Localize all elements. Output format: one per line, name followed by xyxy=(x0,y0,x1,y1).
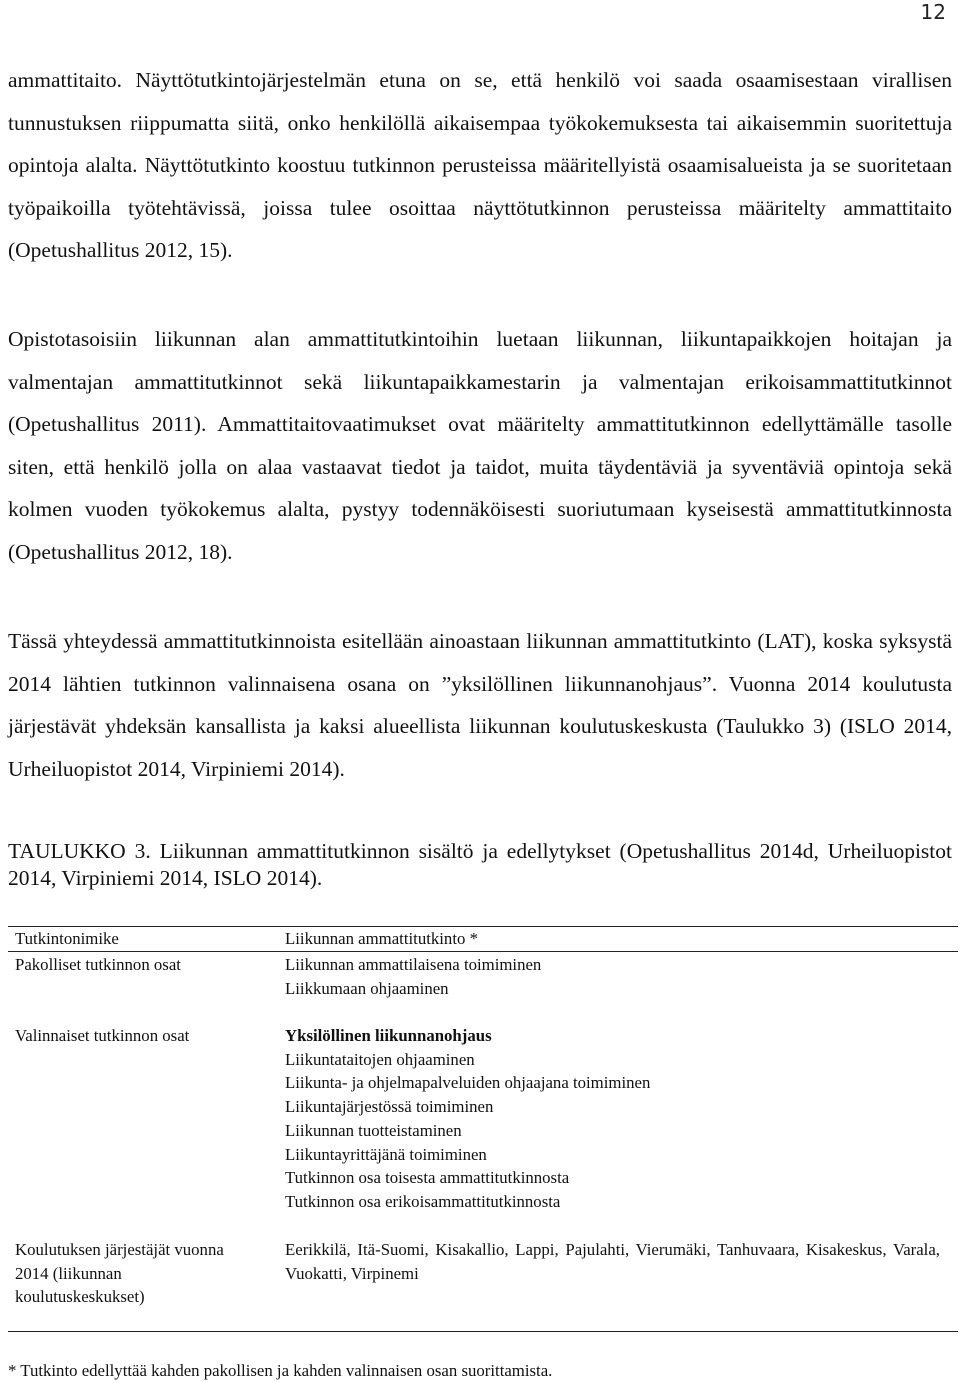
table-row-label-optional: Valinnaiset tutkinnon osat xyxy=(15,1026,190,1045)
table-row-values-mandatory xyxy=(285,953,955,1000)
table-row-label-organizers: Koulutuksen järjestäjät vuonna 2014 (liikunnan koulutuskeskukset) xyxy=(15,1240,224,1307)
table-cell: Tutkinnon osa toisesta ammattitutkinnosta xyxy=(285,1168,570,1188)
table-caption: TAULUKKO 3. Liikunnan ammattitutkinnon sisältö ja edellytykset (Opetushallitus 2014d, Urheiluopistot 2014, Virpiniemi 2014, ISLO 2014). xyxy=(8,839,952,890)
table-cell: Liikuntataitojen ohjaaminen xyxy=(285,1049,475,1069)
table-row-value-organizers: Eerikkilä, Itä-Suomi, Kisakallio, Lappi, Pajulahti, Vierumäki, Tanhuvaara, Kisakeskus, Varala, Vuokatti, Virpinemi xyxy=(285,1240,940,1283)
table-header-label: Tutkintonimike xyxy=(15,929,119,948)
table-cell: Liikunnan ammattilaisena toimiminen xyxy=(285,955,542,974)
table-cell: Liikuntayrittäjänä toimiminen xyxy=(285,1144,487,1164)
table-footnote: * Tutkinto edellyttää kahden pakollisen ja kahden valinnaisen osan suorittamista. xyxy=(8,1361,553,1380)
paragraph-2: Opistotasoisiin liikunnan alan ammattitutkintoihin luetaan liikunnan, liikuntapaikkojen hoitajan ja valmentajan ammattitutkinnot sekä liikuntapaikkamestarin ja valmentajan erikoisammattitutkinnot (Opetushallitus 2011). Ammattitaitovaatimukset ovat määritelty ammattitutkinnon edellyttämälle tasolle siten, että henkilö jolla on alaa vastaavat tiedot ja taidot, muita täydentäviä ja syventäviä opintoja sekä kolmen vuoden työkokemus alalta, pystyy todennäköisesti suoriutumaan kyseisestä ammattitutkinnosta (Opetushallitus 2012, 18). xyxy=(8,327,952,564)
table-cell: Liikunnan tuotteistaminen xyxy=(285,1120,462,1140)
table-cell-highlight: Yksilöllinen liikunnanohjaus xyxy=(285,1026,492,1045)
table-header-value: Liikunnan ammattitutkinto * xyxy=(285,929,478,948)
table-cell: Liikkumaan ohjaaminen xyxy=(285,978,449,998)
table-cell: Liikuntajärjestössä toimiminen xyxy=(285,1097,494,1117)
table-bottom-rule xyxy=(8,1331,958,1332)
table-cell: Liikunta- ja ohjelmapalveluiden ohjaajana toimiminen xyxy=(285,1073,651,1093)
table-header-rule xyxy=(8,951,958,952)
paragraph-1: ammattitaito. Näyttötutkintojärjestelmän etuna on se, että henkilö voi saada osaamisestaan virallisen tunnustuksen riippumatta siitä, onko henkilöllä aikaisempaa työkokemuksesta tai aikaisemmin suoritettuja opintoja alalta. Näyttötutkinto koostuu tutkinnon perusteissa määritellyistä osaamisalueista ja se suoritetaan työpaikoilla työtehtävissä, joissa tulee osoittaa näyttötutkinnon perusteissa määritelty ammattitaito (Opetushallitus 2012, 15). xyxy=(8,68,952,263)
table-cell: Tutkinnon osa erikoisammattitutkinnosta xyxy=(285,1191,561,1211)
table-row-values-optional xyxy=(285,1024,955,1214)
table-row-label-mandatory: Pakolliset tutkinnon osat xyxy=(15,955,181,974)
page-number: 12 xyxy=(920,0,946,24)
paragraph-3: Tässä yhteydessä ammattitutkinnoista esitellään ainoastaan liikunnan ammattitutkinto (LAT), koska syksystä 2014 lähtien tutkinnon valinnaisena osana on ”yksilöllinen liikunnanohjaus”. Vuonna 2014 koulutusta järjestävät yhdeksän kansallista ja kaksi alueellista liikunnan koulutuskeskusta (Taulukko 3) (ISLO 2014, Urheiluopistot 2014, Virpiniemi 2014). xyxy=(8,629,952,781)
